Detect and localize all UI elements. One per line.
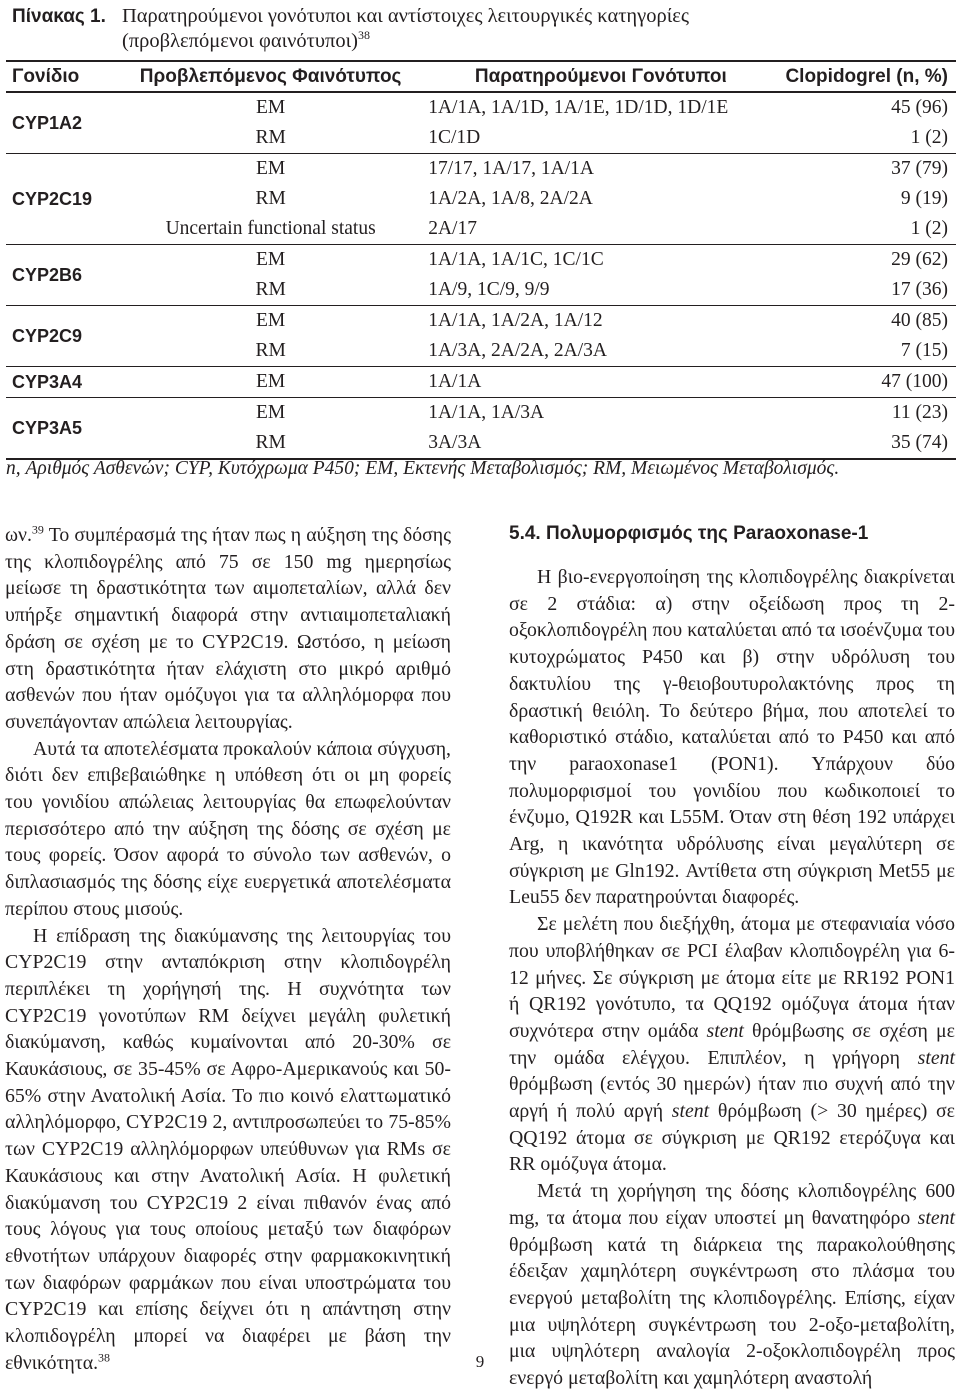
genotypes-cell: 1A/3A, 2A/2A, 2A/3A [428,340,607,361]
genotype-table [6,60,956,460]
table-row [6,214,956,245]
header-clopidogrel: Clopidogrel (n, %) [779,61,956,92]
paragraph-text: Σε μελέτη που διεξήχθη, άτομα με στεφανιαία νόσο που υποβλήθηκαν σε PCI έλαβαν κλοπιδογρέλη για 6-12 μήνες. Σε σύγκριση με άτομα είτε με RR192 PON1 ή QR192 γονότυπο, τα QQ192 ομόζυγα άτομα ήταν συχνότερα στην ομάδα [509,913,955,1042]
phenotype-cell: RM [131,428,410,459]
table-row [6,123,956,154]
phenotype-cell: EM [131,245,410,276]
count-cell: 9 (19) [900,188,948,209]
genotypes-cell: 1A/1A, 1A/2A, 1A/12 [410,306,779,337]
count-cell: 40 (85) [779,306,956,337]
italic-term: stent [671,1100,710,1123]
genotypes-cell: 1A/9, 1C/9, 9/9 [428,279,550,300]
count-cell: 11 (23) [779,398,956,429]
phenotype-cell: Uncertain functional status [165,218,376,239]
phenotype-cell: RM [255,340,286,361]
header-phenotype: Προβλεπόμενος Φαινότυπος [131,61,410,92]
phenotype-cell: EM [131,367,410,398]
paragraph-text: θρόμβωσης σε σχέση με την ομάδα ελέγχου. Επιπλέον, η γρήγορη [509,1019,955,1069]
phenotype-cell: EM [131,92,410,123]
count-cell: 47 (100) [779,367,956,398]
caption-line-2-text: (προβλεπόμενοι φαινότυποι) [122,30,358,52]
caption-line-1: Παρατηρούμενοι γονότυποι και αντίστοιχες λειτουργικές κατηγορίες [122,5,689,27]
table-header-row [6,61,956,92]
genotypes-cell: 1A/1A [410,367,779,398]
italic-term: stent [706,1019,744,1042]
phenotype-cell: RM [255,127,286,148]
paragraph-text: Η επίδραση της διακύμανσης της λειτουργίας του CYP2C19 στην ανταπόκριση στην κλοπιδογρέλη περιπλέκει τη χορήγησή της. Η συχνότητα των CYP2C19 γονοτύπων RM δείχνει μεγάλη φυλετική διακύμανση, καθώς κυμαίνονται από 20-30% σε Καυκάσιους, σε 35-45% σε Αφρο-Αμερικανούς και 50-65% στην Ανατολική Ασία. Το πιο κοινό ελαττωματικό αλληλόμορφο, CYP2C19 2, αντιπροσωπεύει το 75-85% των CYP2C19 αλληλόμορφων υπεύθυνων για RMs σε Καυκάσιους και στην Ανατολική Ασία. Η φυλετική διακύμανση του CYP2C19 2 είναι πιθανόν ένας από τους λόγους για τους οποίους μεταξύ των διαφόρων εθνοτήτων υπάρχουν διαφορές στην φαρμακοκινητική των διαφόρων φαρμάκων που είναι υποστρώματα του CYP2C19 και επίσης δείχνει ότι η απάντηση στην κλοπιδογρέλη μπορεί να διαφέρει με βάση την εθνικότητα. [5,924,451,1374]
header-gene: Γονίδιο [6,61,131,92]
genotypes-cell: 1C/1D [428,127,481,148]
table-row [6,275,956,306]
gene-cell: CYP3A4 [6,367,131,398]
phenotype-cell: EM [131,306,410,337]
table-row [6,92,956,123]
italic-term: stent [917,1046,955,1069]
table-row [6,154,956,185]
gene-cell: CYP1A2 [6,92,131,154]
genotypes-cell: 1A/1A, 1A/3A [410,398,779,429]
genotypes-cell: 1A/2A, 1A/8, 2A/2A [428,188,593,209]
count-cell: 1 (2) [910,218,948,239]
paragraph-start: ων. [5,524,32,546]
header-genotypes: Παρατηρούμενοι Γονότυποι [410,61,779,92]
gene-cell: CYP2B6 [6,245,131,306]
caption-ref: 38 [357,28,370,43]
paragraph-text: θρόμβωση (> 30 ημέρες) σε QQ192 άτομα σε σύγκριση με QR192 ετερόζυγα και RR ομόζυγα άτομα. [509,1100,955,1176]
genotypes-cell: 17/17, 1A/17, 1A/1A [410,154,779,185]
count-cell: 1 (2) [910,127,948,148]
phenotype-cell: EM [131,154,410,185]
count-cell: 29 (62) [779,245,956,276]
caption-line-2 [122,29,370,54]
paragraph-text: θρόμβωση κατά τη διάρκεια της παρακολούθησης έδειξαν χαμηλότερη συγκέντρωση στο πλάσμα του ενεργού μεταβολίτη της κλοπιδογρέλης. Επίσης, είχαν μια υψηλότερη συγκέντρωση του 2-οξο-μεταβολίτη, μια υψηλότερη αναλογία 2-οξοκλοπιδογρέλη προς ενεργό μεταβολίτη και χαμηλότερη αναστολή [509,1233,955,1390]
genotypes-cell: 3A/3A [410,428,779,459]
table-row [6,336,956,367]
count-cell: 7 (15) [900,340,948,361]
italic-term: stent [917,1206,955,1229]
phenotype-cell: RM [255,188,286,209]
caption-label: Πίνακας 1. [12,6,106,27]
genotypes-cell: 2A/17 [428,218,477,239]
genotypes-cell: 1A/1A, 1A/1D, 1A/1E, 1D/1D, 1D/1E [410,92,779,123]
paragraph-text: Μετά τη χορήγηση της δόσης κλοπιδογρέλης 600 mg, τα άτομα που είχαν υποστεί μη θανατηφόρο [509,1180,955,1229]
phenotype-cell: RM [255,279,286,300]
table-footnote: n, Αριθμός Ασθενών; CYP, Κυτόχρωμα P450; EM, Εκτενής Μεταβολισμός; RM, Μειωμένος Μεταβολισμός. [6,458,840,479]
table-row [6,367,956,398]
gene-cell: CYP3A5 [6,398,131,460]
paragraph [5,522,451,736]
paragraph-text: Το συμπέρασμά της ήταν πως η αύξηση της δόσης της κλοπιδογρέλης από 75 σε 150 mg ημερησίως μείωσε τη δραστικότητα των αιμοπεταλίων, αλλά δεν υπήρξε σημαντική διαφορά στην αντιαιμοπεταλιακή δράση σε σχέση με το CYP2C19. Ωστόσο, η μείωση στη δραστικότητα ήταν ελάχιστη στο μικρό αριθμό ασθενών που ήταν ομόζυγοι για τα αλληλόμορφα που συνεπάγονταν απώλεια λειτουργίας. [5,524,451,733]
paragraph: Η βιο-ενεργοποίηση της κλοπιδογρέλης διακρίνεται σε 2 στάδια: α) στην οξείδωση προς τη 2-οξοκλοπιδογρέλη που καταλύεται από τα ισοένζυμα του κυτοχρώματος P450 και β) στην υδρόλυση του δακτυλίου της γ-θειοβουτυρολακτόνης προς τη δραστική θειόλη. Το δεύτερο βήμα, που αποτελεί το καθοριστικό στάδιο, καταλύεται από το P450 και από την paraoxonase1 (PON1). Υπάρχουν δύο πολυμορφισμοί του γονιδίου που κωδικοποιεί το ένζυμο, Q192R και L55M. Όταν στη θέση 192 υπάρχει Arg, η ικανότητα υδρόλυσης είναι μεγαλύτερη σε σύγκριση με Gln192. Αντίθετα στη σύγκριση Met55 με Leu55 δεν παρατηρούνται διαφορές. [509,566,955,909]
page-number: 9 [475,1352,485,1371]
count-cell: 45 (96) [779,92,956,123]
gene-cell: CYP2C9 [6,306,131,367]
table-row [6,428,956,459]
paragraph [509,911,955,1178]
table-row [6,245,956,276]
genotypes-cell: 1A/1A, 1A/1C, 1C/1C [410,245,779,276]
table-row [6,306,956,337]
phenotype-cell: EM [131,398,410,429]
count-cell: 35 (74) [779,428,956,459]
left-column [5,522,451,1377]
right-column [509,522,955,1392]
table-row [6,184,956,214]
paragraph: Αυτά τα αποτελέσματα προκαλούν κάποια σύγχυση, διότι δεν επιβεβαιώθηκε η υπόθεση ότι οι μη φορείς του γονιδίου απώλειας λειτουργίας θα επωφελούνταν περισσότερο από την αύξηση της δόσης σε σχέση με τους φορείς. Όσον αφορά το σύνολο των ασθενών, ο διπλασιασμός της δόσης είχε ευεργετικά αποτελέσματα περίπου στους μισούς. [5,737,451,920]
citation: 39 [31,522,44,537]
count-cell: 37 (79) [779,154,956,185]
gene-cell: CYP2C19 [6,154,131,245]
section-title: 5.4. Πολυμορφισμός της Paraoxonase-1 [509,523,869,544]
citation: 38 [98,1350,111,1365]
table-row [6,398,956,429]
paragraph [5,923,451,1377]
paragraph-text: θρόμβωση (εντός 30 ημερών) ήταν πιο συχνή από την αργή ή πολύ αργή [509,1073,955,1123]
count-cell: 17 (36) [891,279,948,300]
